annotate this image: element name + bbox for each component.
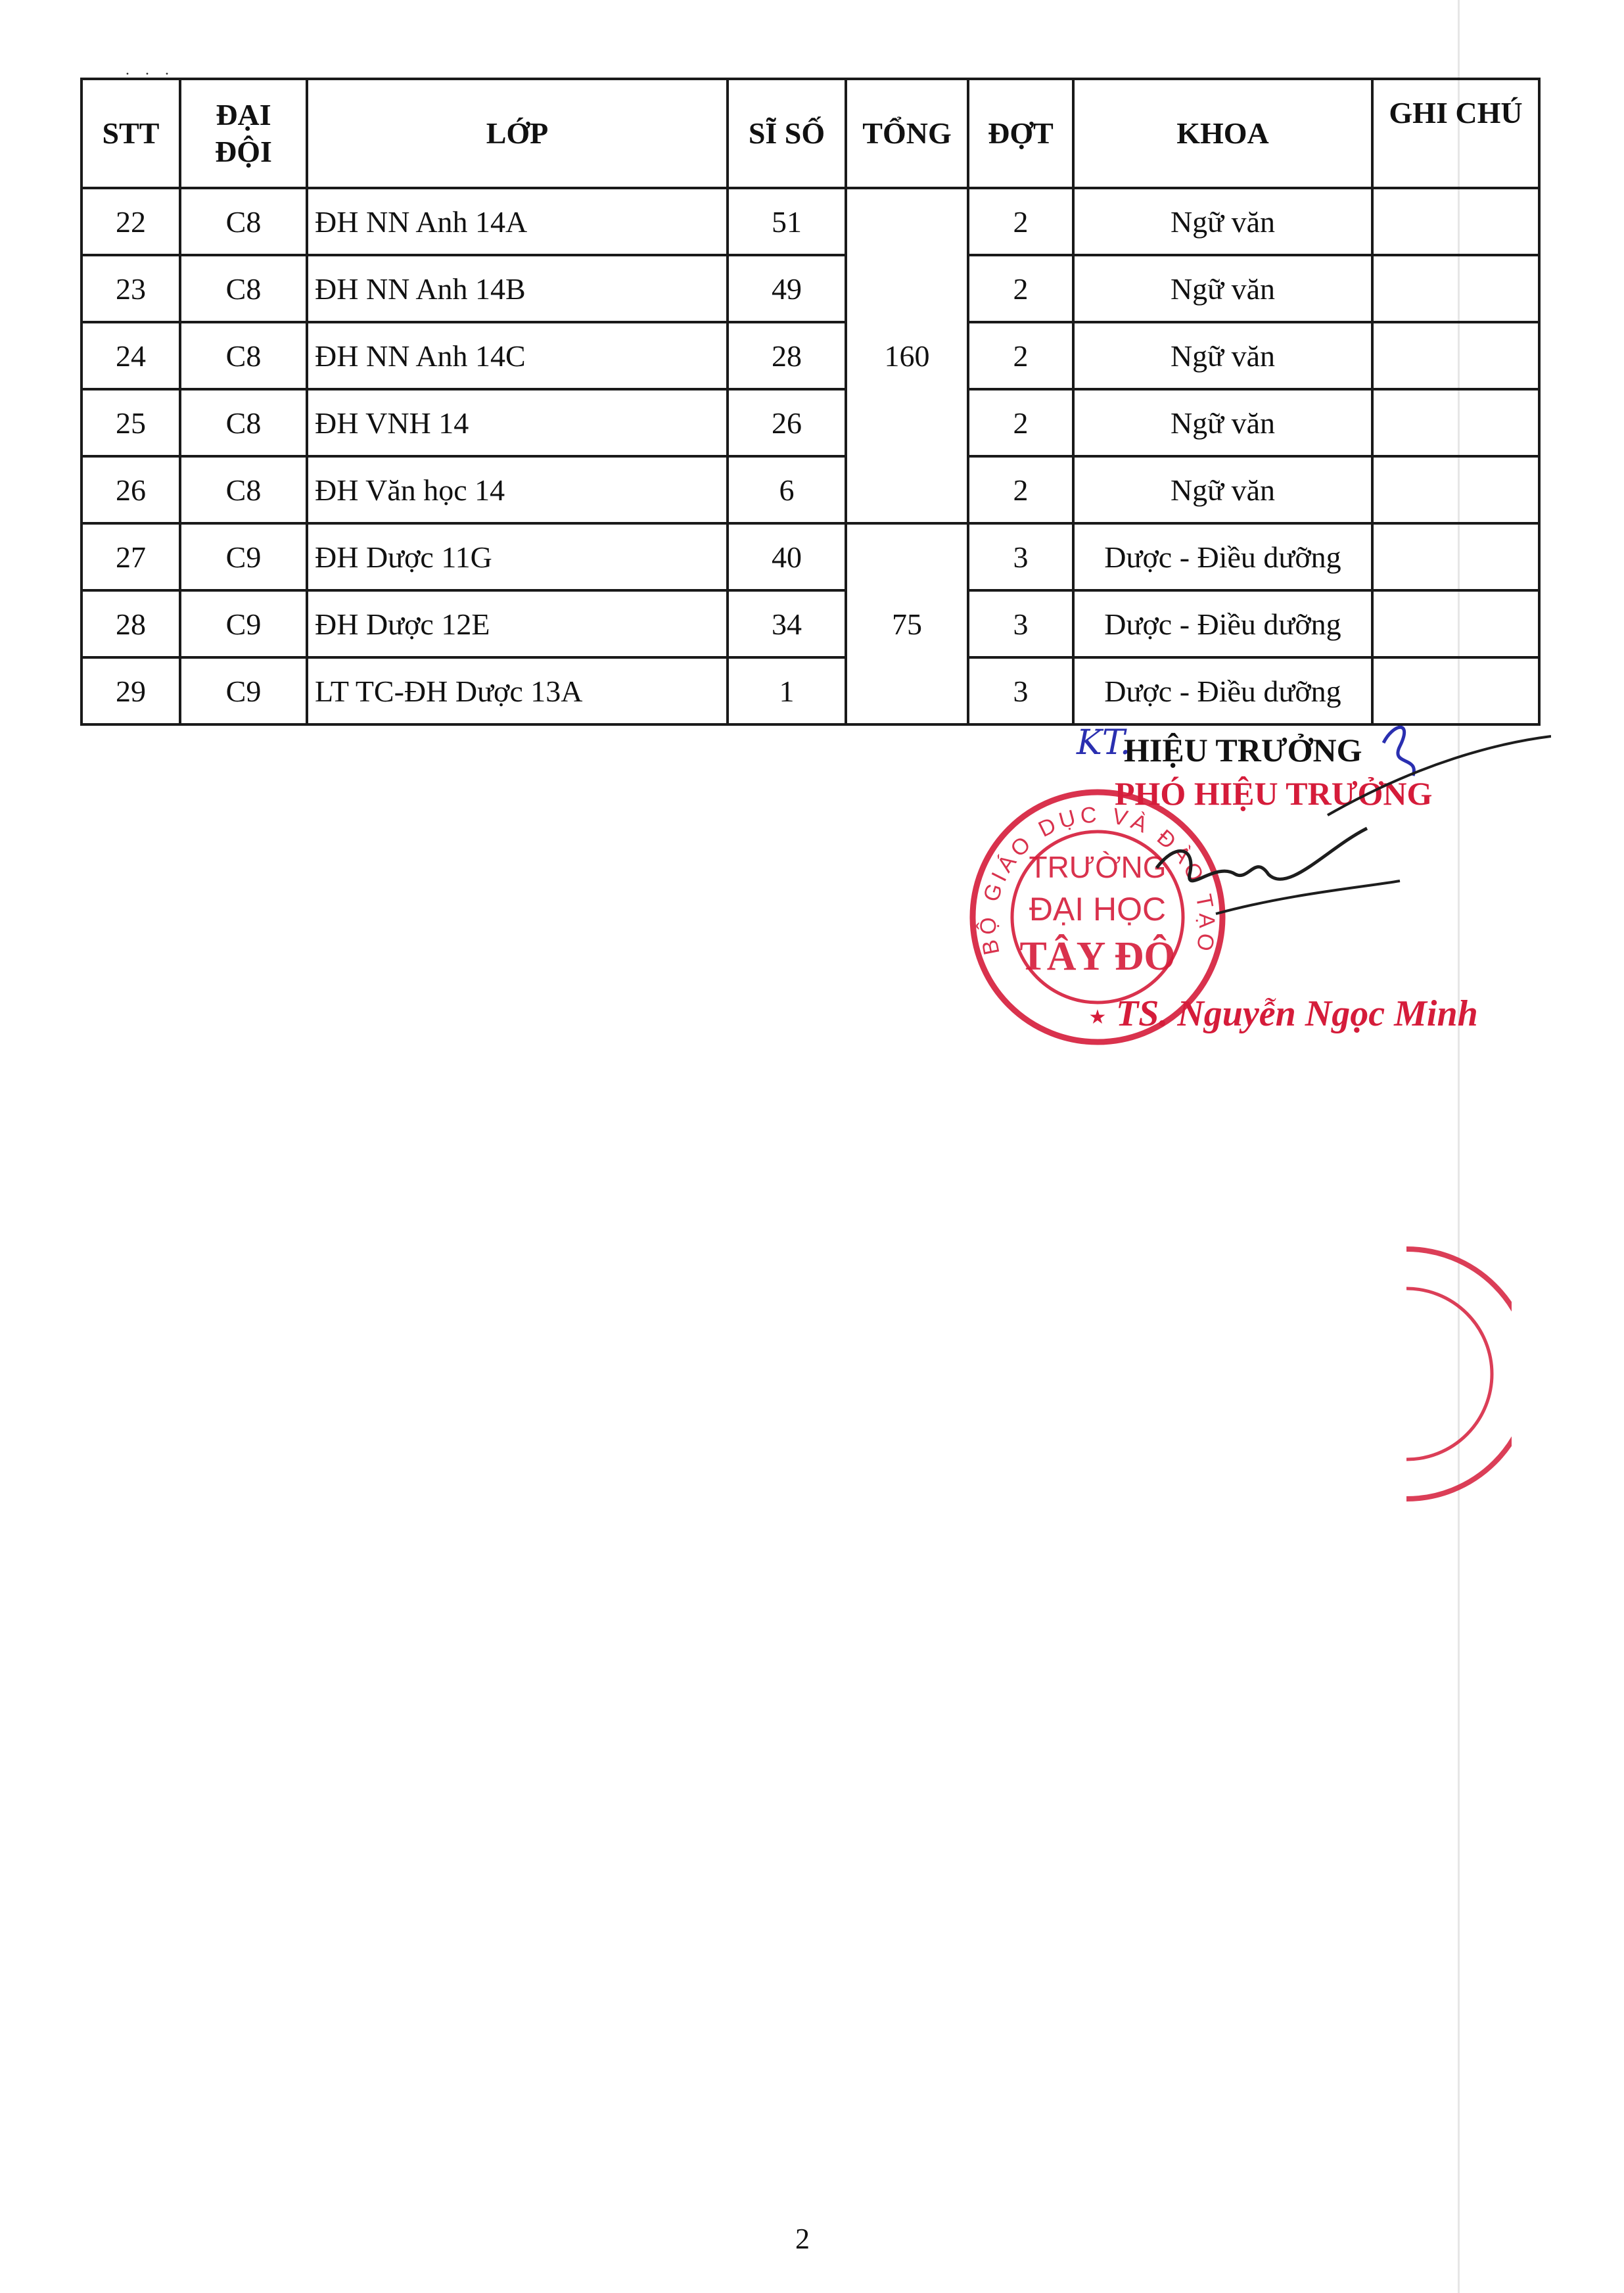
cell-ghi-chu — [1372, 389, 1539, 456]
cell-dot: 2 — [968, 456, 1073, 523]
cell-dai-doi: C8 — [180, 322, 307, 389]
cell-dot: 2 — [968, 322, 1073, 389]
title-principal: HIỆU TRƯỞNG — [1124, 732, 1362, 768]
table-row — [81, 188, 1539, 255]
signature-block — [960, 717, 1551, 1111]
seal-line2: ĐẠI HỌC — [1029, 891, 1167, 928]
seal-star-icon: ★ — [1088, 1006, 1107, 1029]
cell-lop: ĐH Dược 11G — [307, 523, 728, 590]
cell-lop: LT TC-ĐH Dược 13A — [307, 657, 728, 724]
cell-khoa: Ngữ văn — [1073, 188, 1372, 255]
header-ghi-chu: GHI CHÚ — [1372, 79, 1539, 188]
cell-lop: ĐH NN Anh 14B — [307, 255, 728, 322]
table-row — [81, 456, 1539, 523]
header-dai-doi-line2: ĐỘI — [215, 135, 272, 168]
partial-seal-stamp — [1380, 1236, 1512, 1512]
cell-si-so: 26 — [728, 389, 846, 456]
cell-stt: 27 — [81, 523, 180, 590]
cell-ghi-chu — [1372, 456, 1539, 523]
cell-dai-doi: C8 — [180, 389, 307, 456]
cell-dot: 3 — [968, 590, 1073, 657]
cell-dai-doi: C8 — [180, 456, 307, 523]
cell-stt: 28 — [81, 590, 180, 657]
cell-dai-doi: C9 — [180, 590, 307, 657]
scan-specks: · · · — [125, 66, 175, 83]
cell-dai-doi: C8 — [180, 255, 307, 322]
header-lop: LỚP — [307, 79, 728, 188]
cell-stt: 23 — [81, 255, 180, 322]
cell-ghi-chu — [1372, 590, 1539, 657]
cell-si-so: 49 — [728, 255, 846, 322]
table-row — [81, 590, 1539, 657]
cell-dai-doi: C9 — [180, 523, 307, 590]
class-table — [80, 78, 1541, 726]
cell-lop: ĐH NN Anh 14C — [307, 322, 728, 389]
cell-ghi-chu — [1372, 188, 1539, 255]
cell-si-so: 51 — [728, 188, 846, 255]
page-number: 2 — [795, 2223, 810, 2255]
cell-dot: 3 — [968, 657, 1073, 724]
cell-khoa: Ngữ văn — [1073, 389, 1372, 456]
cell-khoa: Ngữ văn — [1073, 255, 1372, 322]
cell-ghi-chu — [1372, 322, 1539, 389]
cell-dot: 3 — [968, 523, 1073, 590]
table-row — [81, 389, 1539, 456]
cell-dai-doi: C8 — [180, 188, 307, 255]
table-row — [81, 523, 1539, 590]
header-stt: STT — [81, 79, 180, 188]
cell-khoa: Dược - Điều dưỡng — [1073, 523, 1372, 590]
cell-dai-doi: C9 — [180, 657, 307, 724]
header-khoa: KHOA — [1073, 79, 1372, 188]
cell-tong: 160 — [846, 188, 968, 523]
cell-ghi-chu — [1372, 657, 1539, 724]
cell-stt: 26 — [81, 456, 180, 523]
cell-si-so: 6 — [728, 456, 846, 523]
cell-si-so: 1 — [728, 657, 846, 724]
header-si-so: SĨ SỐ — [728, 79, 846, 188]
kt-mark: KT. — [1077, 723, 1131, 763]
cell-dot: 2 — [968, 188, 1073, 255]
cell-khoa: Ngữ văn — [1073, 456, 1372, 523]
cell-si-so: 40 — [728, 523, 846, 590]
cell-lop: ĐH VNH 14 — [307, 389, 728, 456]
cell-si-so: 28 — [728, 322, 846, 389]
table-row — [81, 657, 1539, 724]
seal-outer-text: BỘ GIÁO DỤC VÀ ĐÀO TẠO — [975, 802, 1220, 957]
cell-lop: ĐH Văn học 14 — [307, 456, 728, 523]
header-dai-doi-line1: ĐẠI — [216, 98, 271, 131]
table-row — [81, 322, 1539, 389]
cell-stt: 25 — [81, 389, 180, 456]
header-tong: TỔNG — [846, 79, 968, 188]
handwritten-signature — [960, 717, 1551, 1111]
cell-ghi-chu — [1372, 523, 1539, 590]
header-dai-doi — [180, 79, 307, 188]
cell-stt: 24 — [81, 322, 180, 389]
cell-tong: 75 — [846, 523, 968, 724]
cell-dot: 2 — [968, 389, 1073, 456]
title-vice-principal: PHÓ HIỆU TRƯỞNG — [1115, 775, 1433, 812]
cell-lop: ĐH NN Anh 14A — [307, 188, 728, 255]
cell-khoa: Dược - Điều dưỡng — [1073, 590, 1372, 657]
seal-line3: TÂY ĐÔ — [1019, 934, 1176, 979]
header-dot: ĐỢT — [968, 79, 1073, 188]
cell-ghi-chu — [1372, 255, 1539, 322]
cell-stt: 22 — [81, 188, 180, 255]
table-row — [81, 255, 1539, 322]
cell-khoa: Dược - Điều dưỡng — [1073, 657, 1372, 724]
cell-stt: 29 — [81, 657, 180, 724]
table-header-row — [81, 79, 1539, 188]
cell-dot: 2 — [968, 255, 1073, 322]
cell-lop: ĐH Dược 12E — [307, 590, 728, 657]
cell-khoa: Ngữ văn — [1073, 322, 1372, 389]
signer-name: TS. Nguyễn Ngọc Minh — [1116, 993, 1478, 1034]
seal-line1: TRƯỜNG — [1029, 850, 1167, 884]
cell-si-so: 34 — [728, 590, 846, 657]
